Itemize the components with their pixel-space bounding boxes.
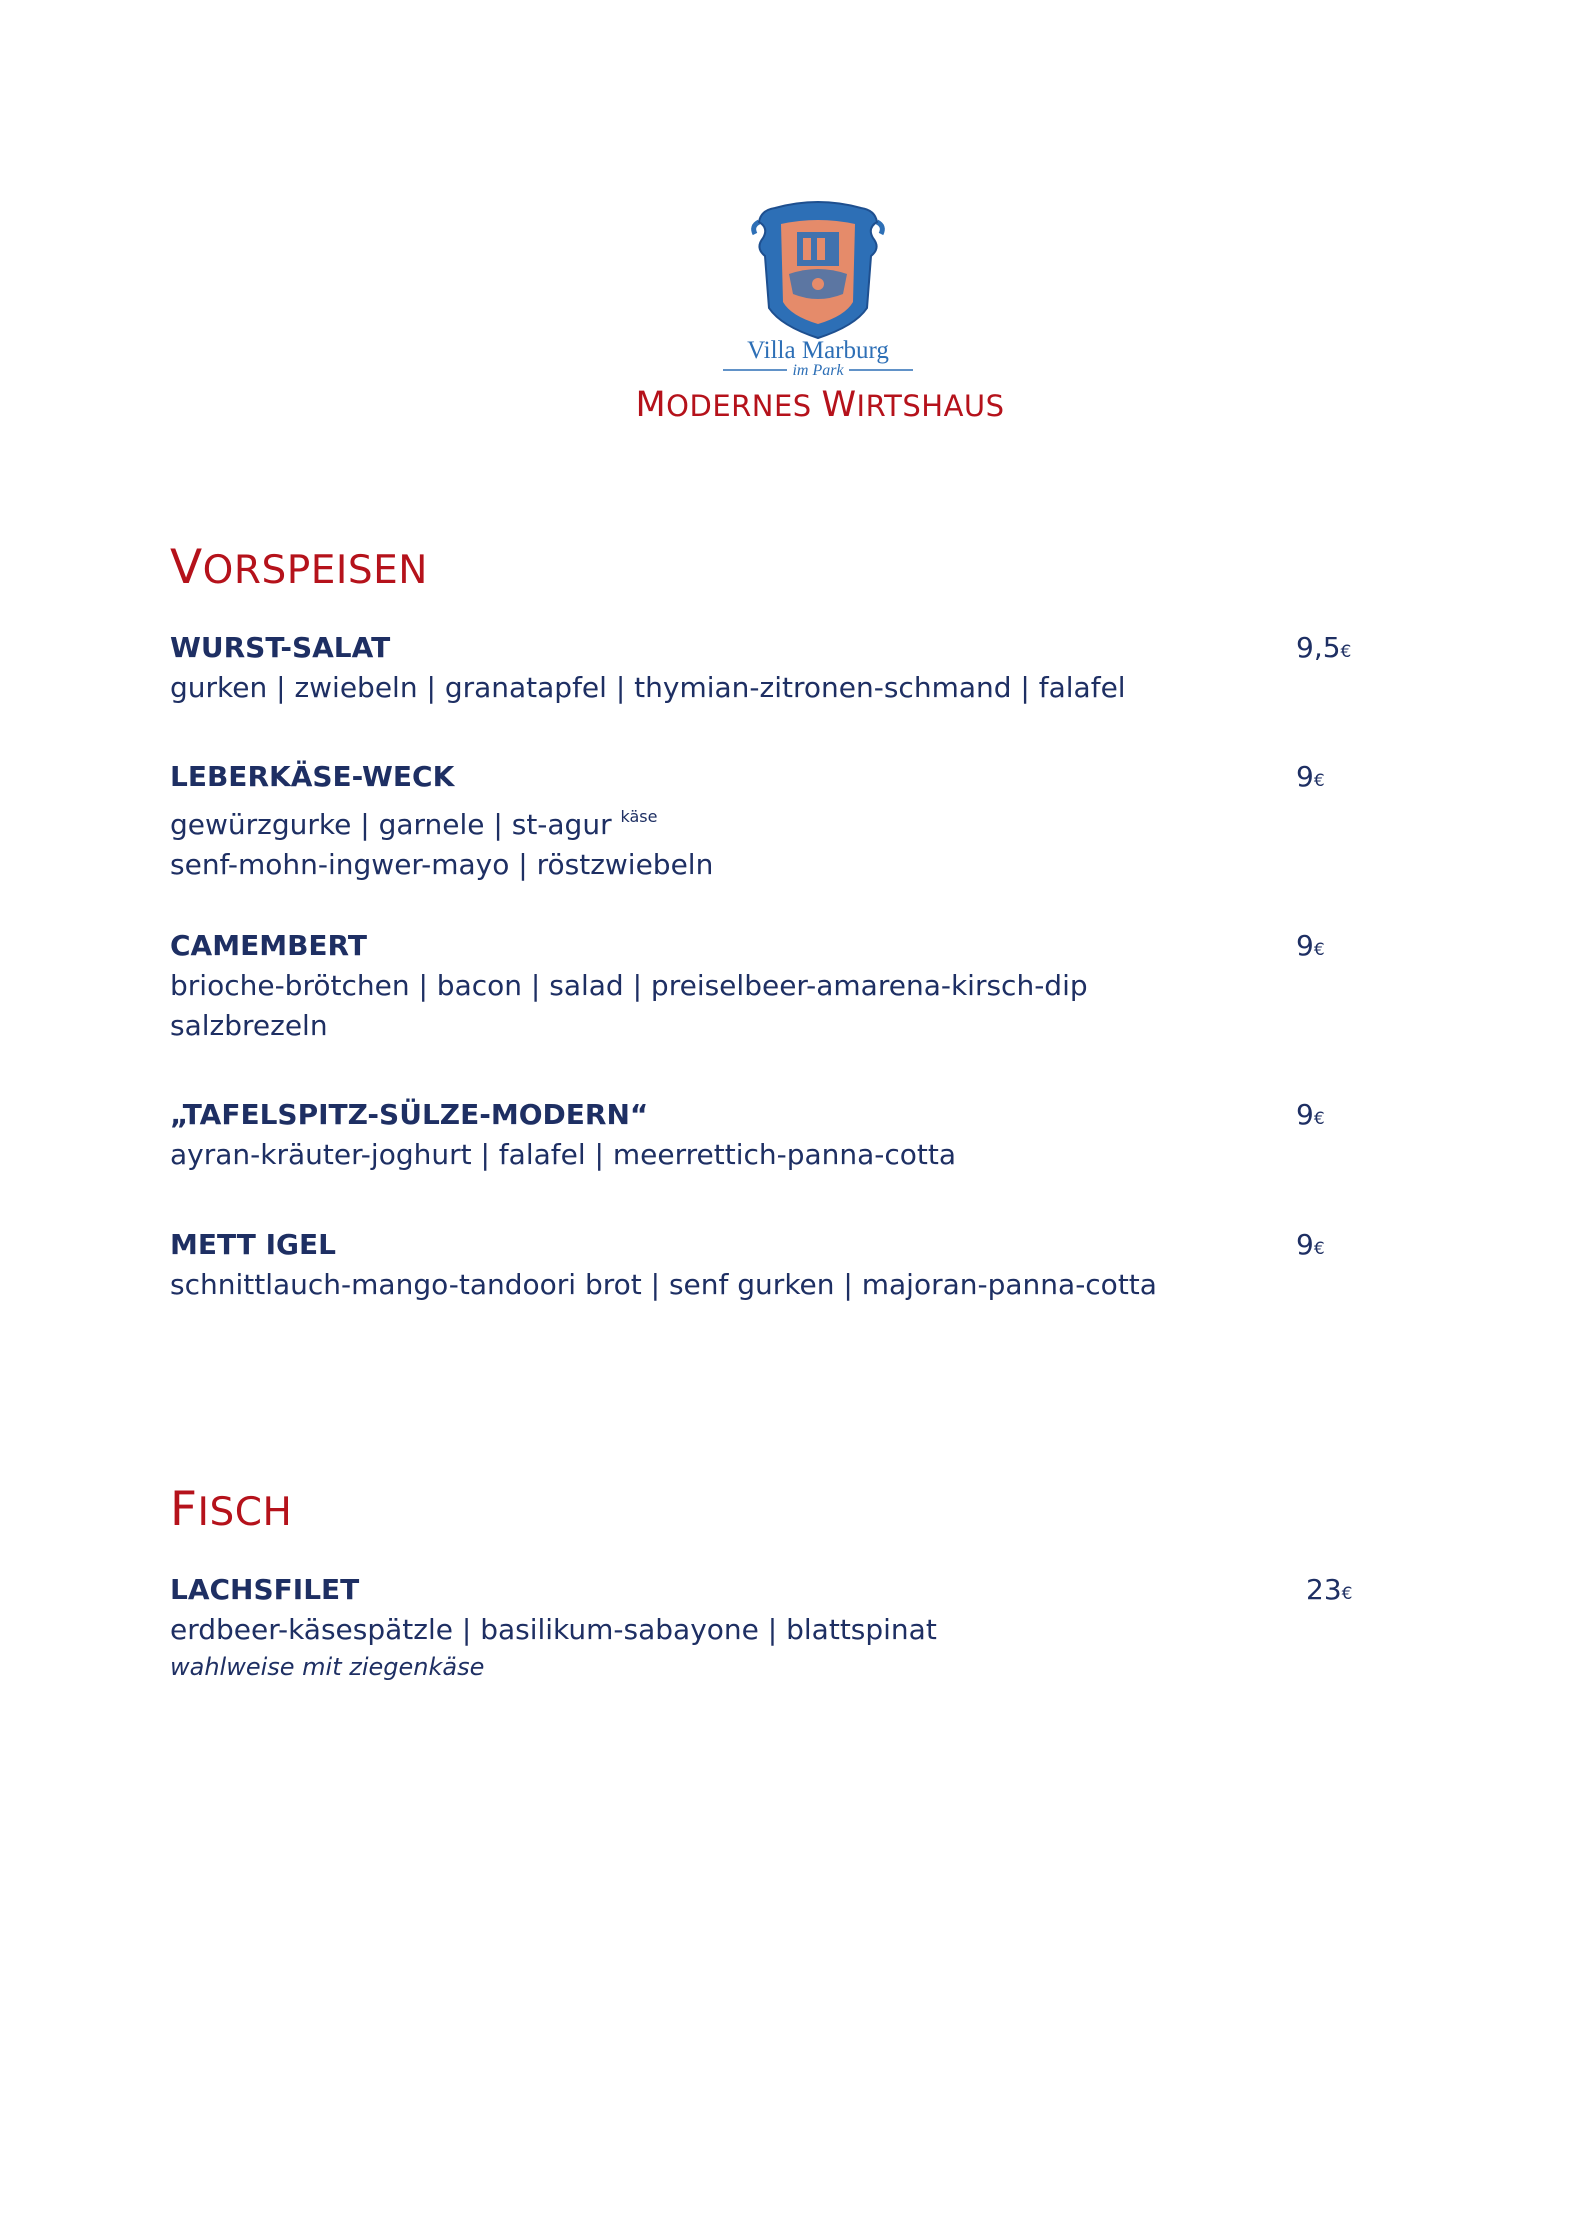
menu-item-tafelspitz-suelze [170,1095,1370,1175]
villa-marburg-logo [705,198,931,378]
item-description: erdbeer-käsespätzle | basilikum-sabayone | blattspinat [170,1613,937,1646]
item-name: LEBERKÄSE-WECK [170,760,455,793]
item-description-line-2: senf-mohn-ingwer-mayo | röstzwiebeln [170,848,714,881]
crest-icon [705,198,931,378]
menu-item-camembert [170,926,1370,1046]
menu-item-mett-igel [170,1225,1370,1305]
section-title-vorspeisen: VORSPEISEN [170,540,428,595]
item-note: wahlweise mit ziegenkäse [170,1653,485,1681]
restaurant-subtitle [0,385,1571,425]
subtitle-initial-m: M [635,385,667,425]
item-description: brioche-brötchen | bacon | salad | preiselbeer-amarena-kirsch-dip [170,969,1088,1002]
item-description: ayran-kräuter-joghurt | falafel | meerrettich-panna-cotta [170,1138,957,1171]
subtitle-word-2: IRTSHAUS [856,389,1005,423]
item-name: LACHSFILET [170,1573,360,1606]
item-name: „TAFELSPITZ-SÜLZE-MODERN“ [170,1098,649,1131]
menu-item-leberkaese-weck [170,757,1370,885]
item-price: 9€ [1296,1228,1325,1261]
item-description-superscript: käse [620,807,658,826]
item-description: gewürzgurke | garnele | st-agur $^{käse}$ [170,807,658,841]
item-description: gurken | zwiebeln | granatapfel | thymian-zitronen-schmand | falafel [170,671,1126,704]
item-price: 23€ [1306,1573,1353,1606]
menu-item-lachsfilet [170,1570,1370,1684]
item-price: 9€ [1296,929,1325,962]
item-price: 9€ [1296,760,1325,793]
item-description: schnittlauch-mango-tandoori brot | senf gurken | majoran-panna-cotta [170,1268,1157,1301]
svg-text:im Park: im Park [792,362,844,378]
section-title-fisch: FISCH [170,1482,293,1537]
item-name: METT IGEL [170,1228,336,1261]
item-name: CAMEMBERT [170,929,367,962]
item-price: 9,5€ [1296,631,1352,664]
item-name: WURST-SALAT [170,631,391,664]
subtitle-initial-w: W [821,385,857,425]
svg-text:Villa Marburg: Villa Marburg [747,337,889,364]
item-description-line-2: salzbrezeln [170,1009,328,1042]
menu-item-wurst-salat [170,628,1370,708]
subtitle-word-1: ODERNES [666,389,822,423]
item-price: 9€ [1296,1098,1325,1131]
